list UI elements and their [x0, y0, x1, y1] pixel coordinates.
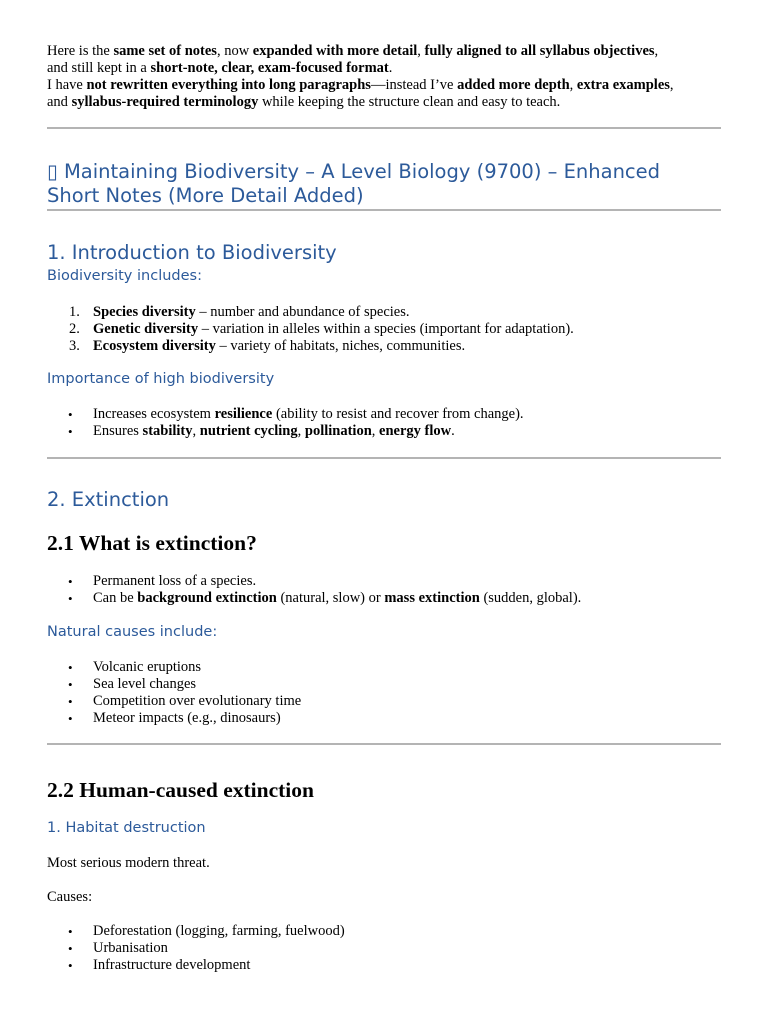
- list-item-text: Deforestation (logging, farming, fuelwood): [93, 923, 345, 939]
- bold-term: nutrient cycling: [199, 423, 298, 439]
- habitat-text: Most serious modern threat.: [47, 855, 210, 871]
- text-run: and still kept in a: [47, 60, 151, 76]
- list-item: [47, 957, 345, 974]
- intro-line-2: [47, 60, 727, 77]
- list-item: [47, 590, 581, 607]
- list-item: [47, 923, 345, 940]
- list-item: [47, 940, 345, 957]
- text-run: , now: [216, 43, 253, 59]
- page-title: [47, 160, 727, 208]
- list-item: [47, 338, 574, 355]
- bullet-icon: •: [68, 924, 73, 939]
- heading-what-is-extinction: 2.1 What is extinction?: [47, 531, 257, 555]
- list-item: [47, 423, 524, 440]
- text-run: while keeping the structure clean and easy to teach.: [258, 94, 561, 110]
- title-line-1: Maintaining Biodiversity – A Level Biology (9700) – Enhanced: [63, 160, 661, 183]
- term: Ecosystem diversity: [93, 338, 216, 354]
- bold-term: fully aligned to all syllabus objectives: [424, 43, 655, 59]
- list-item-text: [93, 423, 455, 439]
- definition: – variation in alleles within a species (important for adaptation).: [198, 321, 574, 337]
- list-item-text: [93, 590, 581, 606]
- bullet-icon: •: [68, 574, 73, 589]
- placeholder-icon: ▯: [47, 160, 58, 183]
- list-item: [47, 676, 301, 693]
- bold-term: same set of notes: [113, 43, 217, 59]
- list-item: [47, 406, 524, 423]
- intro-line-1: [47, 43, 727, 60]
- list-number: 1.: [69, 304, 80, 320]
- bullet-icon: •: [68, 694, 73, 709]
- intro-paragraph: [47, 43, 727, 111]
- text-run: Ensures: [93, 423, 143, 439]
- intro-line-3: [47, 77, 727, 94]
- list-item-text: Meteor impacts (e.g., dinosaurs): [93, 710, 281, 726]
- bold-term: background extinction: [137, 590, 277, 606]
- bullet-icon: •: [68, 591, 73, 606]
- list-item-text: Competition over evolutionary time: [93, 693, 302, 709]
- biodiversity-types-list: [47, 304, 574, 355]
- term: Species diversity: [93, 304, 196, 320]
- text-run: and: [47, 94, 72, 110]
- bold-term: short-note, clear, exam-focused format: [150, 60, 389, 76]
- term: Genetic diversity: [93, 321, 199, 337]
- list-item-text: [93, 573, 256, 589]
- list-item-text: Urbanisation: [93, 940, 168, 956]
- text-run: (ability to resist and recover from change).: [272, 406, 524, 422]
- text-run: ,: [417, 43, 425, 59]
- bold-term: expanded with more detail: [252, 43, 418, 59]
- list-item-text: Infrastructure development: [93, 957, 251, 973]
- subheading-natural-causes: Natural causes include:: [47, 624, 218, 640]
- bullet-icon: •: [68, 958, 73, 973]
- bullet-icon: •: [68, 711, 73, 726]
- list-item: [47, 659, 301, 676]
- bullet-icon: •: [68, 407, 73, 422]
- divider: [47, 743, 721, 745]
- bullet-icon: •: [68, 424, 73, 439]
- bullet-icon: •: [68, 660, 73, 675]
- text-run: Permanent loss of a species.: [93, 573, 257, 589]
- definition: – variety of habitats, niches, communities.: [215, 338, 466, 354]
- text-run: Here is the: [47, 43, 114, 59]
- bullet-icon: •: [68, 941, 73, 956]
- text-run: (natural, slow) or: [276, 590, 385, 606]
- section-heading-extinction: 2. Extinction: [47, 488, 170, 511]
- subheading-habitat-destruction: 1. Habitat destruction: [47, 820, 206, 836]
- divider: [47, 457, 721, 459]
- text-run: I have: [47, 77, 87, 93]
- bold-term: pollination: [304, 423, 372, 439]
- intro-line-4: [47, 94, 727, 111]
- list-number: 2.: [69, 321, 80, 337]
- list-item: [47, 304, 574, 321]
- habitat-causes-list: [47, 923, 345, 974]
- bold-term: resilience: [214, 406, 273, 422]
- divider: [47, 127, 721, 129]
- text-run: Can be: [93, 590, 138, 606]
- text-run: ,: [192, 423, 200, 439]
- bold-term: energy flow: [379, 423, 452, 439]
- bold-term: mass extinction: [384, 590, 480, 606]
- list-item: [47, 321, 574, 338]
- subheading-importance: Importance of high biodiversity: [47, 371, 275, 387]
- section-heading-introduction: 1. Introduction to Biodiversity: [47, 241, 337, 264]
- bold-term: stability: [142, 423, 193, 439]
- importance-list: [47, 406, 524, 440]
- definition: – number and abundance of species.: [195, 304, 410, 320]
- list-item: [47, 573, 581, 590]
- list-item: [47, 693, 301, 710]
- text-run: .: [388, 60, 393, 76]
- list-item-text: [93, 406, 524, 422]
- list-item-text: Sea level changes: [93, 676, 197, 692]
- causes-label: Causes:: [47, 889, 93, 905]
- title-line-2: Short Notes (More Detail Added): [47, 184, 364, 207]
- natural-causes-list: [47, 659, 301, 727]
- text-run: .: [451, 423, 455, 439]
- list-item: [47, 710, 301, 727]
- text-run: ,: [371, 423, 380, 439]
- subheading-biodiversity-includes: Biodiversity includes:: [47, 268, 202, 284]
- divider: [47, 209, 721, 211]
- bold-term: not rewritten everything into long paragraphs: [86, 77, 371, 93]
- text-run: ,: [297, 423, 305, 439]
- bold-term: added more depth: [457, 77, 570, 93]
- heading-human-caused-extinction: 2.2 Human-caused extinction: [47, 778, 314, 802]
- text-run: ,: [669, 77, 674, 93]
- text-run: (sudden, global).: [479, 590, 582, 606]
- bold-term: extra examples: [576, 77, 670, 93]
- extinction-definition-list: [47, 573, 581, 607]
- bullet-icon: •: [68, 677, 73, 692]
- text-run: Increases ecosystem: [93, 406, 215, 422]
- text-run: —instead I’ve: [370, 77, 458, 93]
- list-item-text: Volcanic eruptions: [93, 659, 202, 675]
- bold-term: syllabus-required terminology: [71, 94, 259, 110]
- text-run: ,: [654, 43, 659, 59]
- list-number: 3.: [69, 338, 80, 354]
- text-run: ,: [569, 77, 577, 93]
